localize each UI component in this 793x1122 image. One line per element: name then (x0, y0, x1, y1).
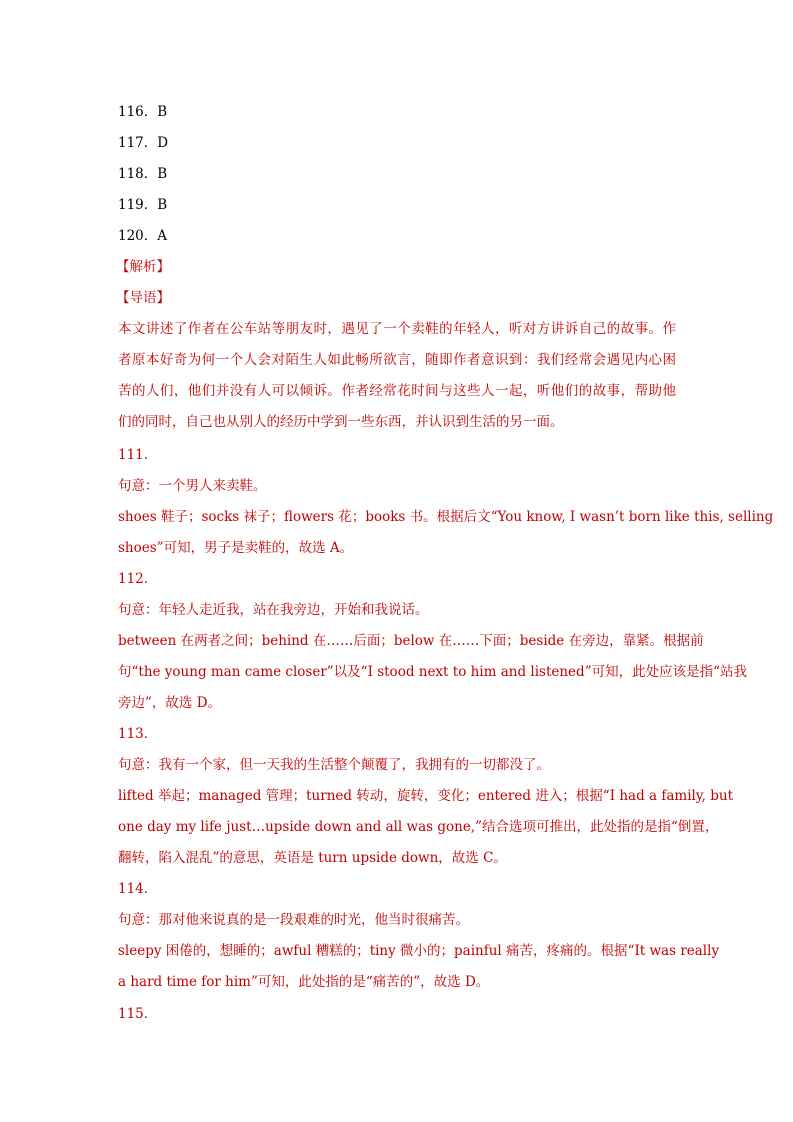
guide-header: 【导语】 (116, 290, 170, 306)
answer-118: 118．B (118, 166, 168, 182)
intro-line-4: 们的同时，自己也从别人的经历中学到一些东西，并认识到生活的另一面。 (118, 414, 564, 430)
item-113-number: 113． (118, 726, 158, 742)
analysis-header: 【解析】 (116, 259, 170, 275)
answer-117: 117．D (118, 135, 169, 151)
item-113-line-2: lifted 举起；managed 管理；turned 转动，旋转，变化；entered 进入；根据“I had a family, but (118, 788, 734, 804)
item-112-line-4: 旁边”，故选 D。 (118, 695, 222, 711)
item-113-line-3: one day my life just…upside down and all was gone,”结合选项可推出，此处指的是指“倒置， (118, 819, 719, 835)
item-114-line-3: a hard time for him”可知，此处指的是“痛苦的”，故选 D。 (118, 974, 490, 990)
item-112-number: 112． (118, 571, 158, 587)
intro-line-2: 者原本好奇为何一个人会对陌生人如此畅所欲言，随即作者意识到：我们经常会遇见内心困 (118, 352, 676, 368)
item-111-line-1: 句意：一个男人来卖鞋。 (118, 478, 267, 494)
item-113-line-1: 句意：我有一个家，但一天我的生活整个颠覆了，我拥有的一切都没了。 (118, 757, 550, 773)
intro-line-3: 苦的人们，他们并没有人可以倾诉。作者经常花时间与这些人一起，听他们的故事，帮助他 (118, 383, 676, 399)
item-115-number: 115． (118, 1006, 158, 1022)
item-112-line-3: 句“the young man came closer”以及“I stood next to him and listened”可知，此处应该是指“站我 (118, 664, 747, 680)
item-114-line-2: sleepy 困倦的，想睡的；awful 糟糕的；tiny 微小的；painful 痛苦，疼痛的。根据“It was really (118, 943, 720, 959)
item-112-line-2: between 在两者之间；behind 在……后面；below 在……下面；beside 在旁边，靠紧。根据前 (118, 633, 704, 649)
item-111-number: 111． (118, 447, 158, 463)
answer-116: 116．B (118, 104, 168, 120)
item-111-line-3: shoes”可知，男子是卖鞋的，故选 A。 (118, 540, 354, 556)
item-111-line-2: shoes 鞋子；socks 袜子；flowers 花；books 书。根据后文“You know, I wasn’t born like this, selling (118, 509, 774, 525)
item-114-number: 114． (118, 881, 158, 897)
answer-120: 120．A (118, 228, 168, 244)
item-112-line-1: 句意：年轻人走近我，站在我旁边，开始和我说话。 (118, 602, 429, 618)
item-113-line-4: 翻转，陷入混乱”的意思，英语是 turn upside down，故选 C。 (118, 850, 507, 866)
intro-line-1: 本文讲述了作者在公车站等朋友时，遇见了一个卖鞋的年轻人，听对方讲诉自己的故事。作 (118, 321, 676, 337)
item-114-line-1: 句意：那对他来说真的是一段艰难的时光，他当时很痛苦。 (118, 912, 469, 928)
answer-119: 119．B (118, 197, 168, 213)
